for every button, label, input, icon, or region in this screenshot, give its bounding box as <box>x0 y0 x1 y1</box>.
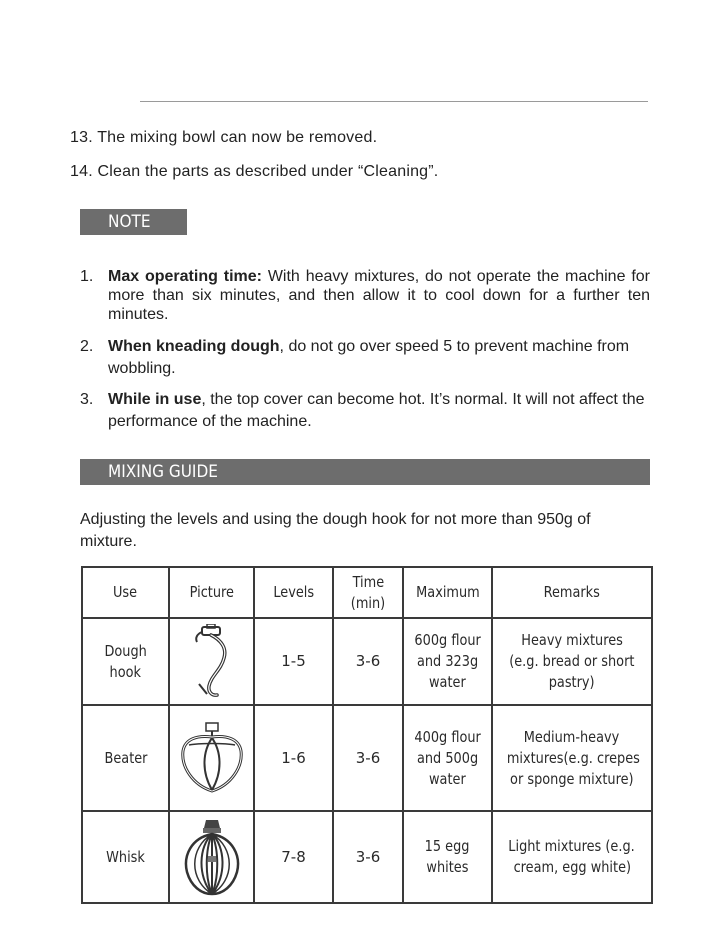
note-text: , the top cover can become hot. It’s normal. It will not affect the performance of the machine. <box>108 391 645 430</box>
cell-remarks: Medium-heavy mixtures(e.g. crepes or sponge mixture) <box>492 705 652 811</box>
step-14 <box>70 163 438 181</box>
note-text: With heavy mixtures, do not operate the machine for more than six minutes, and then allow it to cool down for a further ten minutes. <box>108 268 650 323</box>
header-use: Use <box>82 567 169 618</box>
cell-picture <box>169 705 254 811</box>
note-item-2 <box>80 336 650 380</box>
cell-levels: 7-8 <box>254 811 333 903</box>
note-bold-lead: Max operating time: <box>108 268 262 285</box>
header-rule <box>140 101 648 102</box>
table-row <box>82 811 652 903</box>
header-picture: Picture <box>169 567 254 618</box>
mixing-guide-intro: Adjusting the levels and using the dough hook for not more than 950g of mixture. <box>80 511 591 550</box>
note-item-3 <box>80 389 650 433</box>
note-number: 3. <box>80 391 94 408</box>
cell-maximum: 15 egg whites <box>403 811 492 903</box>
table-row <box>82 705 652 811</box>
step-text: Clean the parts as described under “Cleaning”. <box>97 163 439 180</box>
cell-remarks: Light mixtures (e.g. cream, egg white) <box>492 811 652 903</box>
cell-picture <box>169 618 254 705</box>
table-header-row <box>82 567 652 618</box>
cell-time: 3-6 <box>333 811 403 903</box>
cell-use: Beater <box>82 705 169 811</box>
whisk-icon <box>181 816 243 898</box>
step-text: The mixing bowl can now be removed. <box>97 129 378 146</box>
cell-levels: 1-5 <box>254 618 333 705</box>
note-banner <box>80 209 187 235</box>
dough-hook-icon <box>187 624 237 700</box>
note-title: NOTE <box>108 212 151 232</box>
note-item-1 <box>80 267 650 324</box>
cell-time: 3-6 <box>333 618 403 705</box>
header-levels: Levels <box>254 567 333 618</box>
cell-time: 3-6 <box>333 705 403 811</box>
mixing-guide-banner <box>80 459 650 485</box>
cell-picture <box>169 811 254 903</box>
mixing-guide-title: MIXING GUIDE <box>108 462 218 482</box>
note-bold-lead: While in use <box>108 391 202 408</box>
header-maximum: Maximum <box>403 567 492 618</box>
cell-use: Whisk <box>82 811 169 903</box>
note-number: 1. <box>80 268 94 285</box>
step-number: 13. <box>70 129 93 146</box>
note-number: 2. <box>80 338 94 355</box>
cell-remarks: Heavy mixtures (e.g. bread or short pastry) <box>492 618 652 705</box>
table-row <box>82 618 652 705</box>
cell-use: Dough hook <box>82 618 169 705</box>
cell-maximum: 400g flour and 500g water <box>403 705 492 811</box>
note-bold-lead: When kneading dough <box>108 338 280 355</box>
beater-icon <box>179 721 245 795</box>
header-remarks: Remarks <box>492 567 652 618</box>
header-time: Time (min) <box>333 567 403 618</box>
cell-maximum: 600g flour and 323g water <box>403 618 492 705</box>
cell-levels: 1-6 <box>254 705 333 811</box>
note-text: , do not go over speed 5 to prevent machine from wobbling. <box>108 338 630 377</box>
step-13 <box>70 129 377 147</box>
mixing-guide-table <box>81 566 653 904</box>
step-number: 14. <box>70 163 93 180</box>
